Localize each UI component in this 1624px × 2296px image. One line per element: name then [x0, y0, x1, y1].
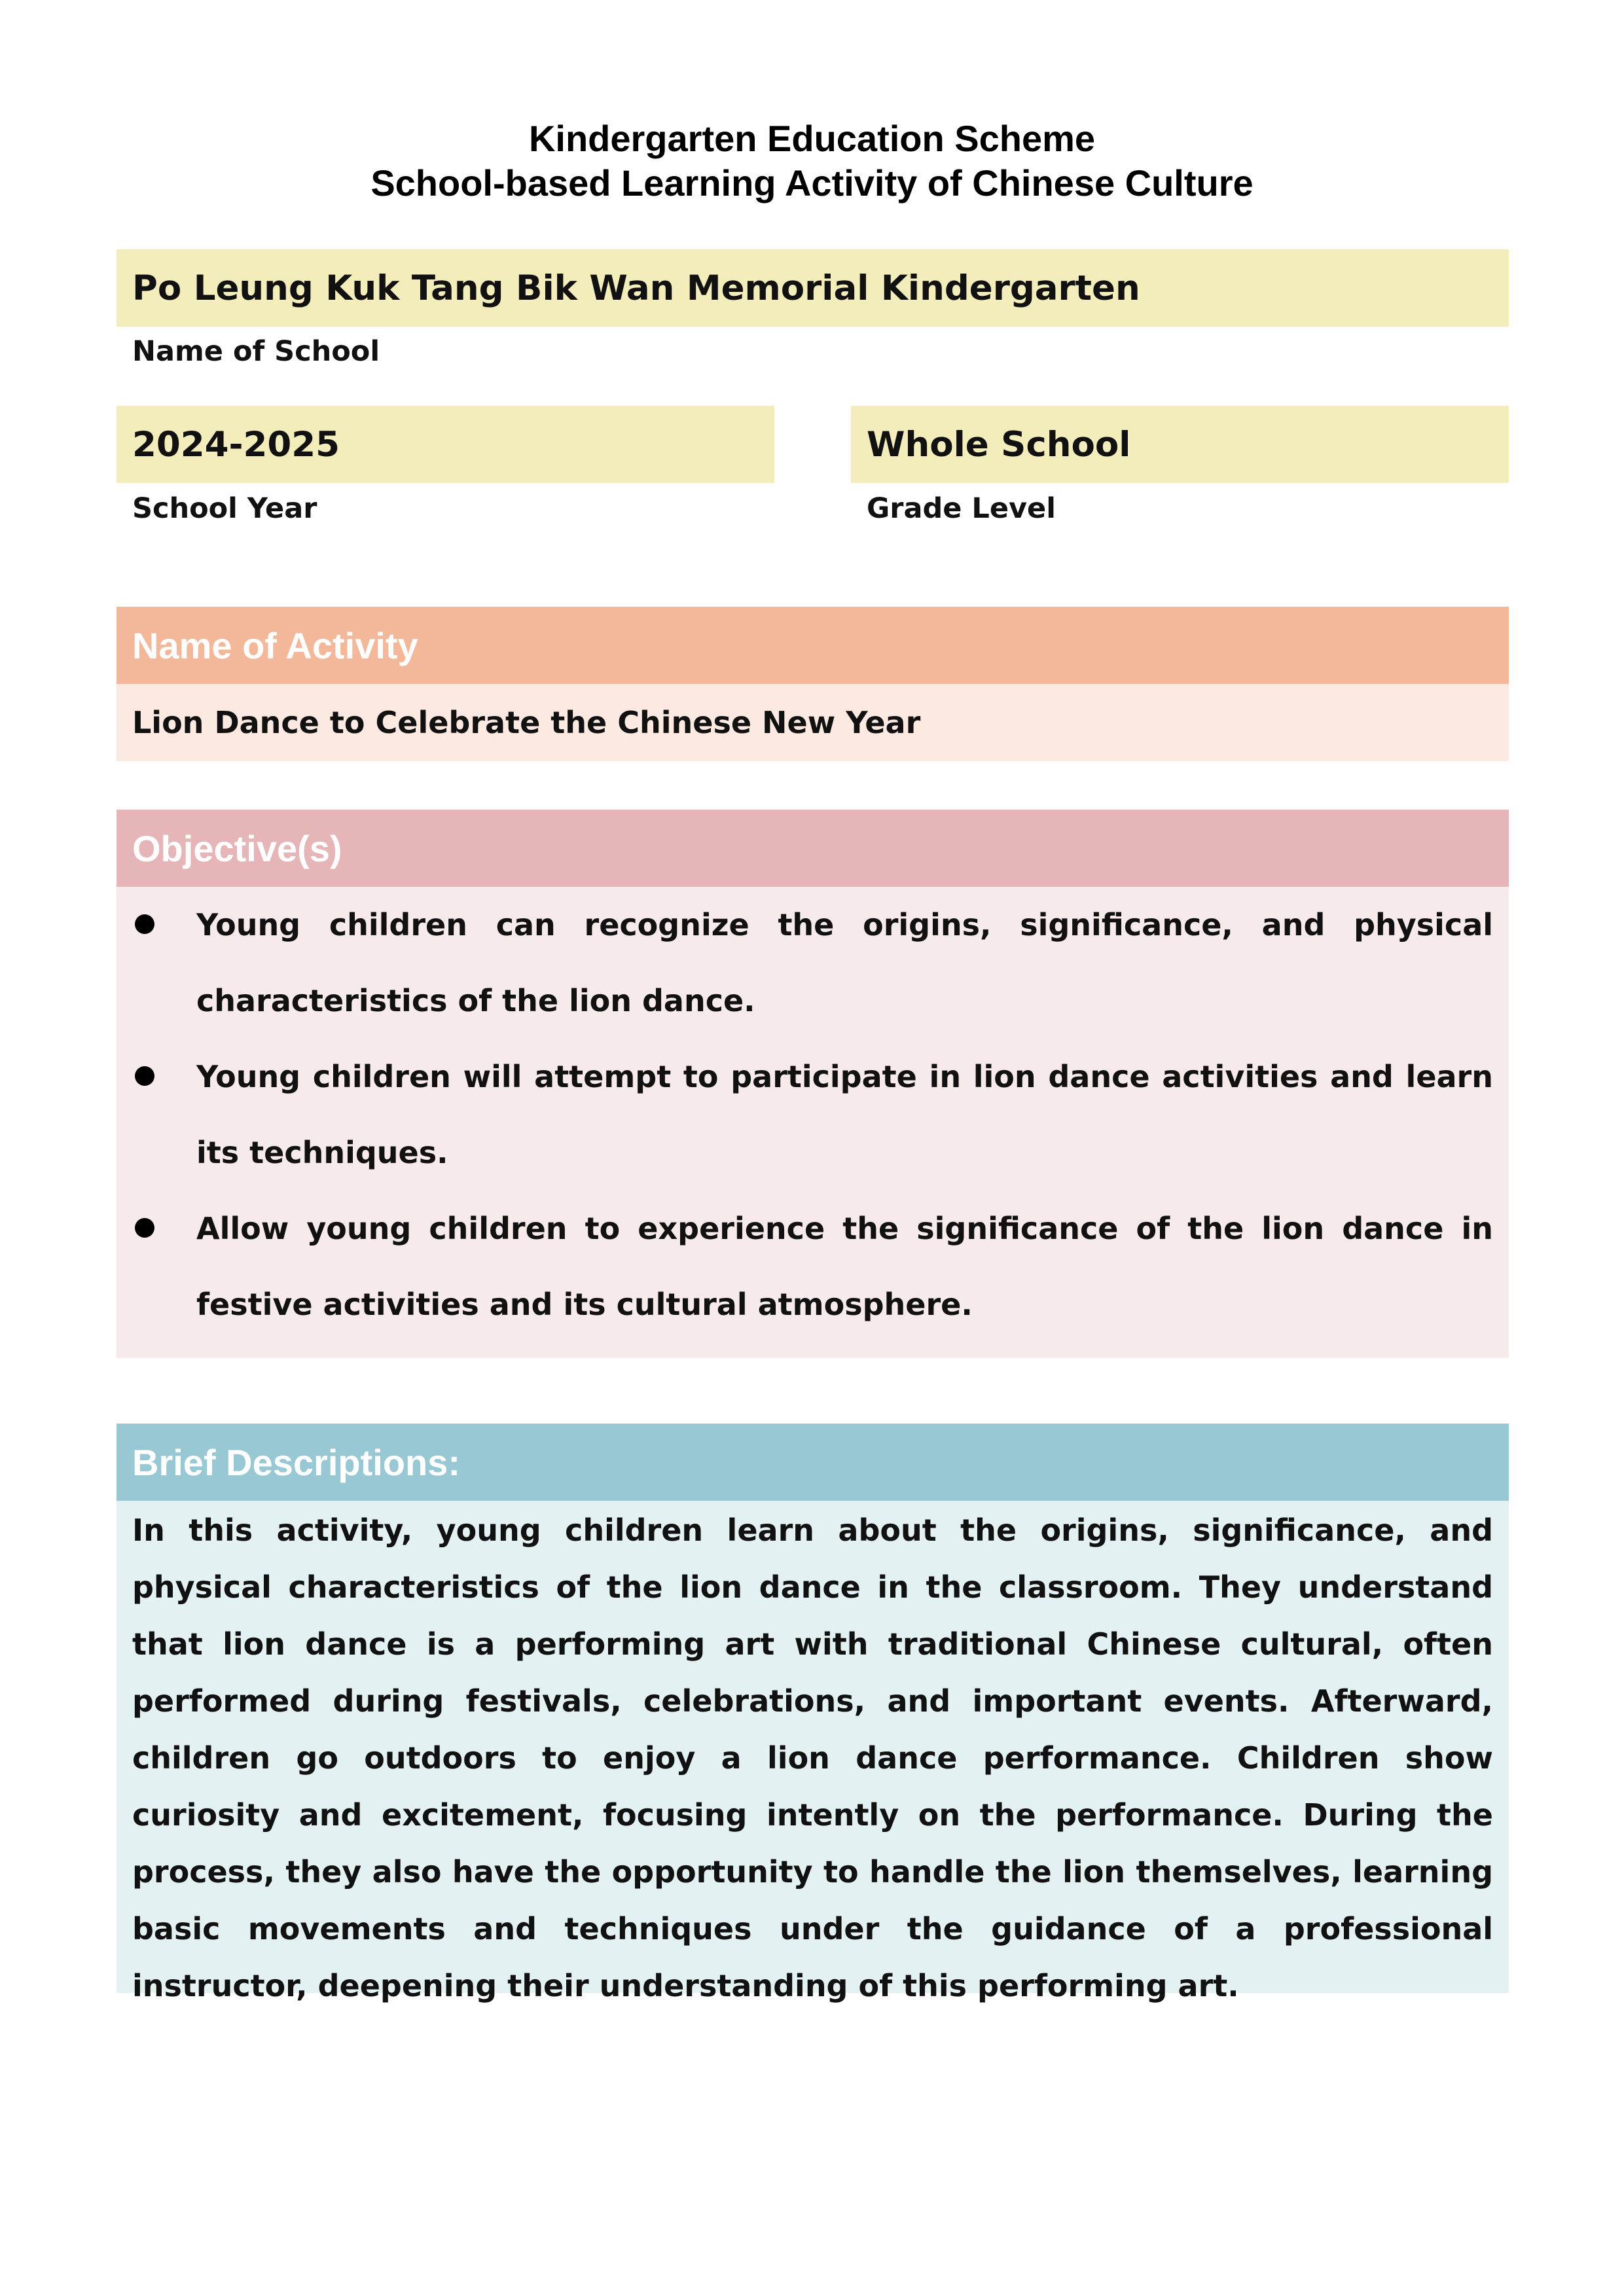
school-year-value: 2024-2025 [117, 406, 774, 483]
bullet-icon [135, 1066, 154, 1086]
document-title: Kindergarten Education Scheme [528, 118, 1096, 159]
activity-heading: Name of Activity [117, 607, 1509, 684]
objectives-heading: Objective(s) [117, 810, 1509, 887]
objective-text: Young children will attempt to participate in lion dance activities and learn its techniques. [196, 1059, 1493, 1170]
bullet-icon [135, 914, 154, 934]
objective-text: Young children can recognize the origins, significance, and physical characteristics of the lion dance. [196, 907, 1493, 1018]
objectives-list [132, 887, 1493, 1342]
grade-level-value: Whole School [851, 406, 1509, 483]
description-text: In this activity, young children learn about the origins, significance, and physical characteristics of the lion dance in the classroom. They understand that lion dance is a performing art with traditional Chinese cultural, often performed during festivals, celebrations, and important events. Afterward, children go outdoors to enjoy a lion dance performance. Children show curiosity and excitement, focusing intently on the performance. During the process, they also have the opportunity to handle the lion themselves, learning basic movements and techniques under the guidance of a professional instructor, deepening their understanding of this performing art. [132, 1513, 1493, 2003]
objective-item [132, 1191, 1493, 1342]
school-year-label: School Year [132, 492, 317, 525]
bullet-icon [135, 1218, 154, 1238]
objective-item [132, 1039, 1493, 1191]
objective-text: Allow young children to experience the significance of the lion dance in festive activities and its cultural atmosphere. [196, 1211, 1493, 1322]
school-name-value: Po Leung Kuk Tang Bik Wan Memorial Kindergarten [117, 249, 1509, 327]
school-name-label: Name of School [132, 335, 380, 368]
description-panel [117, 1501, 1509, 2003]
description-heading: Brief Descriptions: [117, 1424, 1509, 1501]
document-subtitle: School-based Learning Activity of Chinese Culture [370, 162, 1254, 204]
objectives-panel [117, 887, 1509, 1358]
activity-name: Lion Dance to Celebrate the Chinese New Year [117, 684, 1509, 761]
objective-item [132, 887, 1493, 1039]
grade-level-label: Grade Level [867, 492, 1056, 525]
